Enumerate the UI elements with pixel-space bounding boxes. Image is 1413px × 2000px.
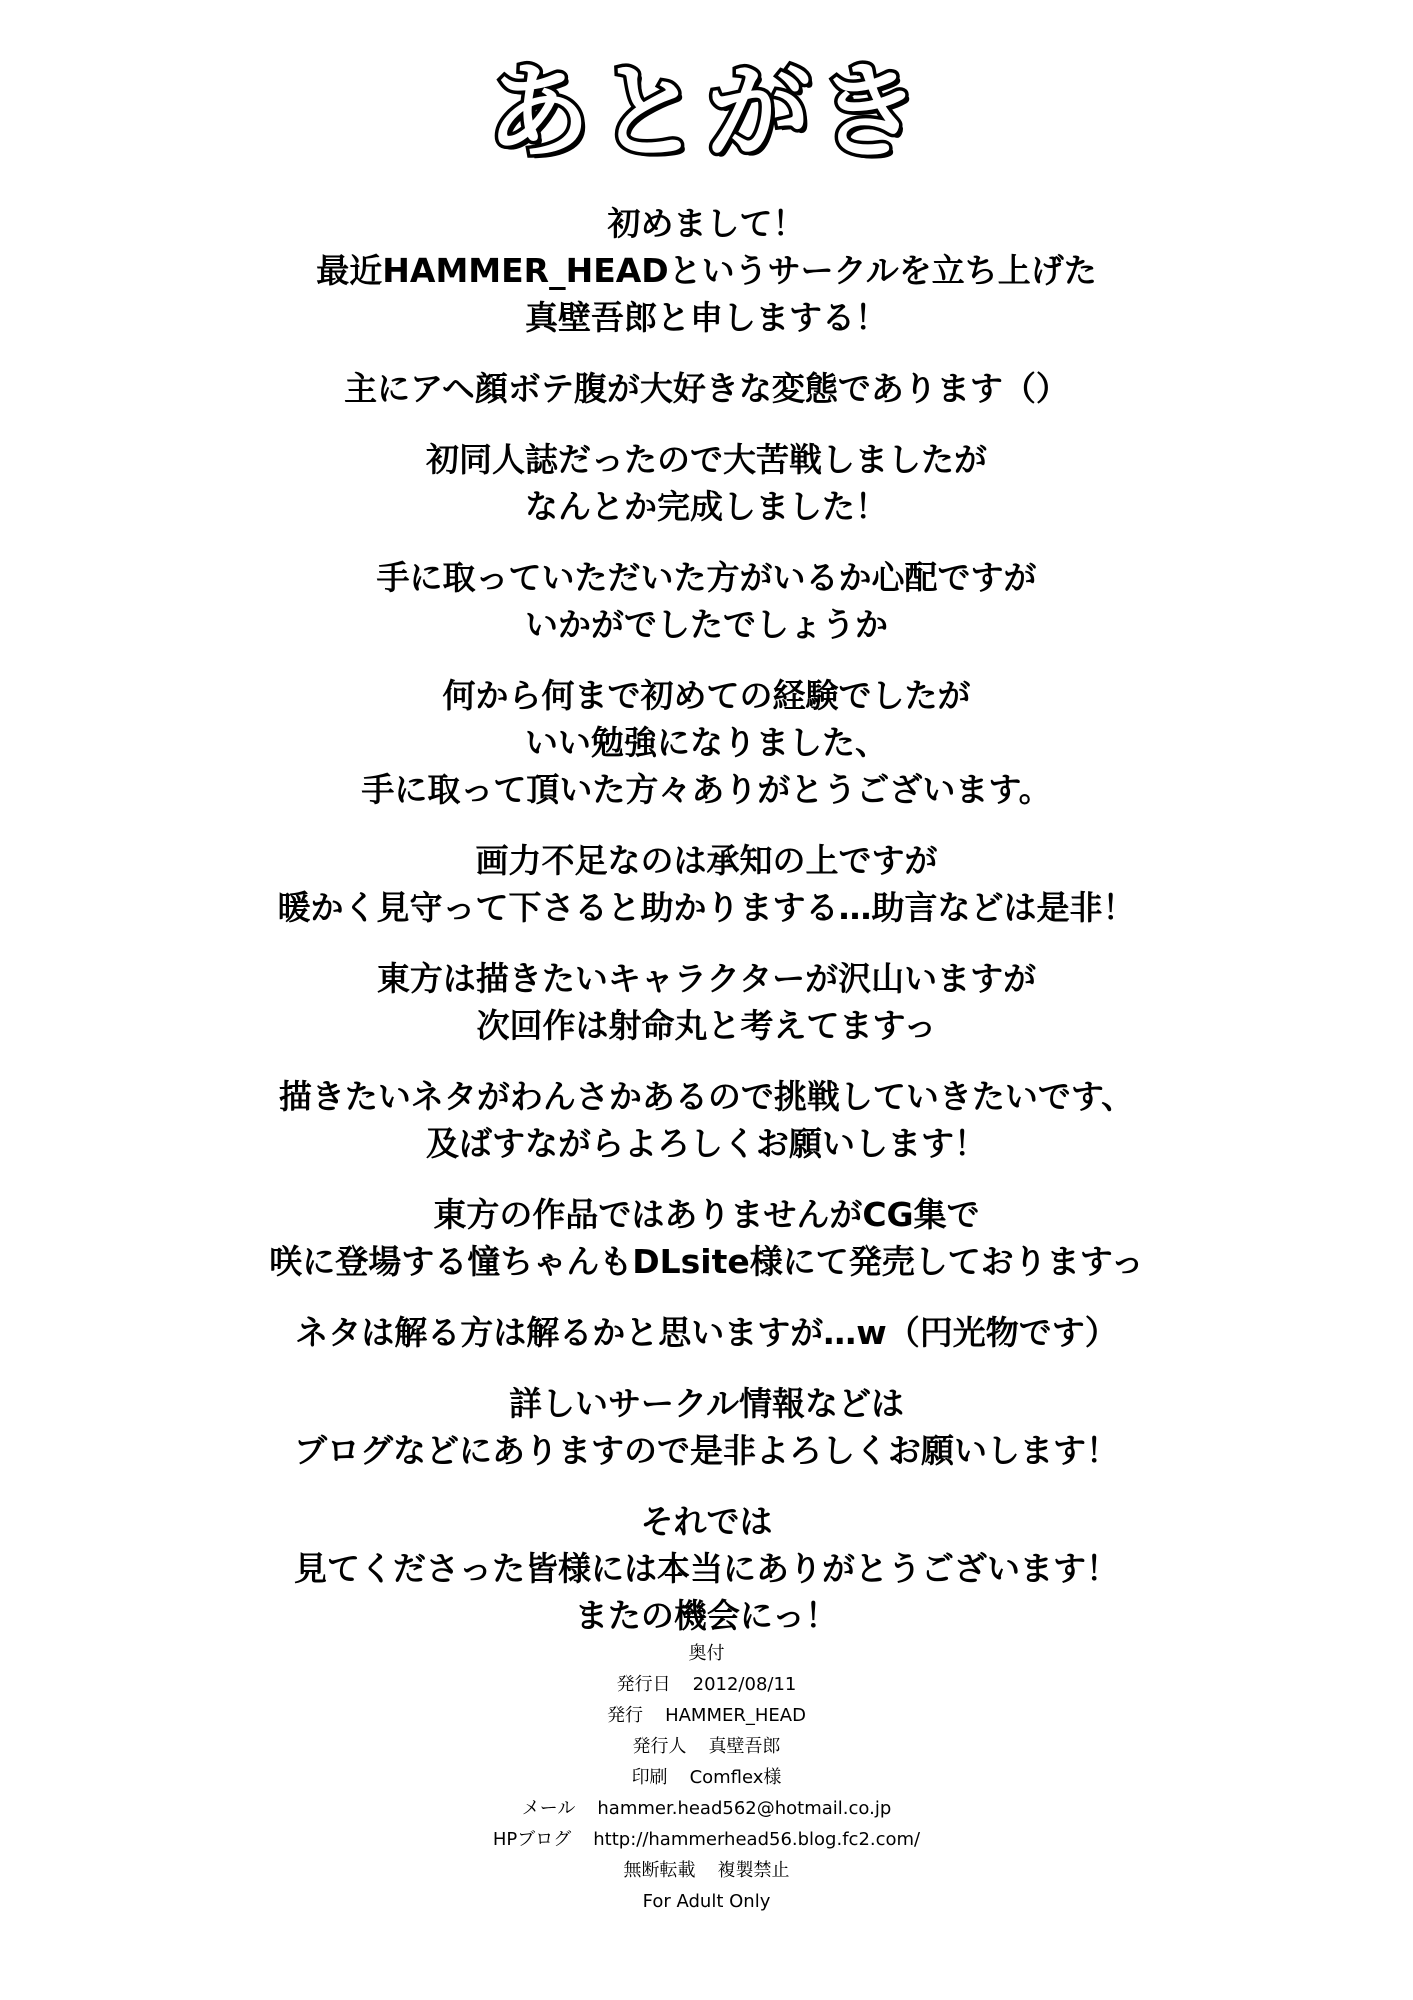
colophon-value: 複製禁止 <box>717 1860 790 1881</box>
paragraph-line: いい勉強になりました、 <box>525 723 888 762</box>
colophon-key: 発行日 <box>616 1674 671 1695</box>
paragraph-line: 主にアヘ顔ボテ腹が大好きな変態であります（） <box>344 369 1069 408</box>
colophon-value: HAMMER_HEAD <box>665 1705 806 1726</box>
paragraph-line: なんとか完成しました！ <box>525 487 888 526</box>
colophon-row-blog <box>0 1824 1413 1855</box>
colophon-row-issuer <box>0 1731 1413 1762</box>
paragraph-line: 真壁吾郎と申しまする！ <box>525 298 888 337</box>
paragraph-line: 及ばすながらよろしくお願いします！ <box>426 1124 987 1163</box>
paragraph-line: 最近HAMMER_HEADというサークルを立ち上げた <box>316 251 1097 290</box>
afterword-body <box>0 200 1413 1663</box>
paragraph <box>0 672 1413 813</box>
paragraph-line: 東方の作品ではありませんがCG集で <box>433 1195 980 1234</box>
colophon-value: 2012/08/11 <box>692 1674 797 1695</box>
paragraph-line: 咲に登場する憧ちゃんもDLsite様にて発売しておりますっ <box>269 1242 1144 1281</box>
paragraph-line: 何から何まで初めての経験でしたが <box>442 676 971 715</box>
colophon-row-publisher <box>0 1700 1413 1731</box>
paragraph <box>0 1073 1413 1167</box>
colophon-value: 真壁吾郎 <box>708 1736 781 1757</box>
paragraph-line: それでは <box>640 1502 773 1541</box>
paragraph <box>0 837 1413 931</box>
paragraph-line: 描きたいネタがわんさかあるので挑戦していきたいです、 <box>278 1077 1135 1116</box>
colophon-row-printer <box>0 1762 1413 1793</box>
paragraph-line: 手に取って頂いた方々ありがとうございます。 <box>361 770 1052 809</box>
colophon-footer: For Adult Only <box>642 1891 771 1912</box>
paragraph <box>0 1380 1413 1474</box>
colophon-row-email <box>0 1793 1413 1824</box>
paragraph <box>0 1309 1413 1356</box>
paragraph-line: 東方は描きたいキャラクターが沢山いますが <box>376 959 1037 998</box>
title-area <box>0 52 1413 172</box>
paragraph <box>0 1498 1413 1639</box>
colophon-blog-url: http://hammerhead56.blog.fc2.com/ <box>593 1829 921 1850</box>
page-title: あとがき <box>486 51 927 173</box>
paragraph-line: いかがでしたでしょうか <box>525 605 888 644</box>
paragraph-line: 見てくださった皆様には本当にありがとうございます！ <box>294 1549 1119 1588</box>
colophon-row-notice <box>0 1855 1413 1886</box>
colophon-key: 無断転載 <box>623 1860 696 1881</box>
paragraph <box>0 955 1413 1049</box>
paragraph <box>0 200 1413 341</box>
colophon-heading: 奥付 <box>688 1643 725 1664</box>
paragraph <box>0 554 1413 648</box>
paragraph <box>0 365 1413 412</box>
colophon-key: 印刷 <box>631 1767 668 1788</box>
paragraph-line: 次回作は射命丸と考えてますっ <box>476 1006 937 1045</box>
paragraph-line: 詳しいサークル情報などは <box>508 1384 904 1423</box>
colophon-key: 発行人 <box>632 1736 687 1757</box>
colophon-row-issue-date <box>0 1669 1413 1700</box>
paragraph-line: 画力不足なのは承知の上ですが <box>475 841 938 880</box>
paragraph-line: 初めまして！ <box>607 204 806 243</box>
colophon <box>0 1638 1413 1917</box>
paragraph-line: またの機会にっ！ <box>574 1596 839 1635</box>
colophon-email: hammer.head562@hotmail.co.jp <box>597 1798 892 1819</box>
paragraph-line: 初同人誌だったので大苦戦しましたが <box>426 440 987 479</box>
colophon-value: Comflex様 <box>689 1767 782 1788</box>
paragraph-line: 手に取っていただいた方がいるか心配ですが <box>376 558 1037 597</box>
colophon-key: HPブログ <box>492 1829 572 1850</box>
colophon-key: メール <box>521 1798 576 1819</box>
paragraph-line: ネタは解る方は解るかと思いますが…w（円光物です） <box>295 1313 1118 1352</box>
paragraph <box>0 1191 1413 1285</box>
colophon-key: 発行 <box>607 1705 644 1726</box>
paragraph-line: ブログなどにありますので是非よろしくお願いします！ <box>294 1431 1119 1470</box>
paragraph-line: 暖かく見守って下さると助かりまする…助言などは是非！ <box>277 888 1136 927</box>
paragraph <box>0 436 1413 530</box>
